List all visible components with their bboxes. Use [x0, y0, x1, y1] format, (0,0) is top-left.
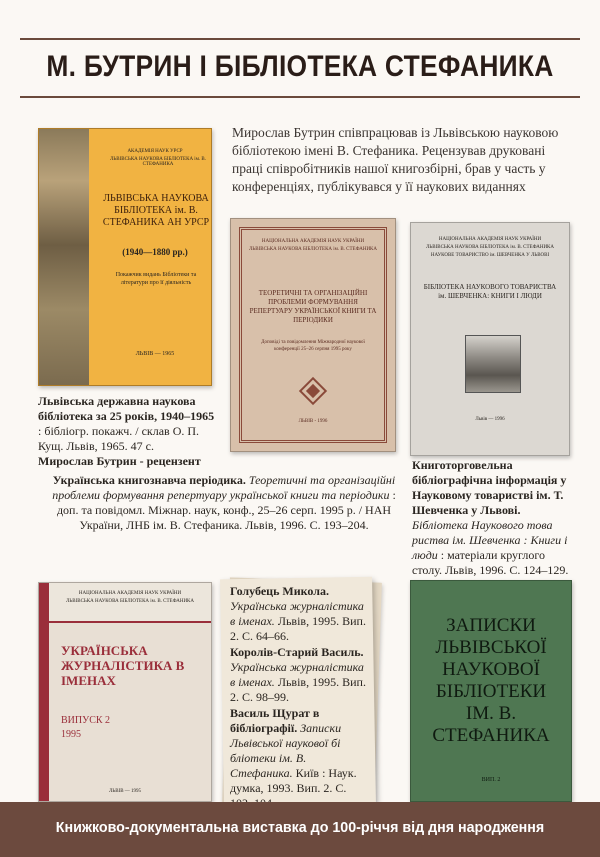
caption-italic: Записки Львівської наукової бі бліотеки ім. В. Стефаника.: [230, 721, 342, 780]
caption-italic: Теоретичні та організаційні проблеми формування репертуару української книги та періодики: [52, 473, 396, 502]
cover-text: 1995: [61, 729, 81, 740]
cover-title: ЛЬВІВСЬКА НАУКОВА БІБЛІОТЕКА ім. В. СТЕФАНИКА АН УРСР: [102, 193, 210, 228]
cover-text: ЛЬВІВ — 1965: [135, 351, 175, 357]
cover-text: НАЦІОНАЛЬНА АКАДЕМІЯ НАУК УКРАЇНИ: [438, 237, 542, 242]
cover-text: ЛЬВІВ — 1995: [108, 789, 142, 794]
caption-body: Львів, 1995. Вип. 2. С. 98–99.: [230, 675, 366, 704]
cover-text: ЛЬВІВ - 1996: [298, 419, 328, 424]
caption-book-2: [46, 473, 402, 533]
building-photo: [465, 335, 521, 393]
cover-text: (1940—1880 рр.): [122, 247, 188, 257]
bottom-rule: [20, 96, 580, 98]
cover-title: ТЕОРЕТИЧНІ ТА ОРГАНІЗАЦІЙНІ ПРОБЛЕМИ ФОРМУВАННЯ РЕПЕРТУАРУ УКРАЇНСЬКОЇ КНИГИ ТА ПЕРІОДИКИ: [249, 289, 377, 324]
cover-text: ЛЬВІВСЬКА НАУКОВА БІБЛІОТЕКА ім. В. СТЕФАНИКА: [65, 599, 195, 604]
top-rule: [20, 38, 580, 40]
caption-body: : доп. та повідомл. Міжнар. наук, конф., 25–26 серп. 1995 р. / НАН України, ЛНБ ім. В. Стефаника. Львів, 1996. С. 193–204.: [56, 488, 396, 532]
book-cover-repertoire-problems: [230, 218, 396, 452]
cover-text: ВИП. 2: [481, 777, 501, 783]
caption-title: Голубець Микола.: [230, 584, 329, 598]
cover-text: ВИПУСК 2: [61, 715, 111, 726]
footer-banner: [0, 802, 600, 857]
cover-text: ЛЬВІВСЬКА НАУКОВА БІБЛІОТЕКА ім. В. СТЕФАНИКА: [248, 247, 378, 252]
cover-text: НАЦІОНАЛЬНА АКАДЕМІЯ НАУК УКРАЇНИ: [261, 239, 365, 244]
book-cover-journalism-names: [38, 582, 212, 802]
caption-title: Книготорговельна бібліографічна інформація у Науковому товаристві ім. Т. Шевченка у Львові.: [412, 458, 567, 517]
caption-title: Василь Щурат в бібліографії.: [230, 706, 320, 735]
footer-text: Книжково-документальна виставка до 100-річчя від дня народження: [55, 819, 545, 836]
cover-panel: [89, 129, 211, 385]
cover-title: УКРАЇНСЬКА ЖУРНАЛІСТИКА В ІМЕНАХ: [61, 643, 185, 688]
caption-book-3: [412, 458, 576, 578]
caption-title: Королів-Старий Василь.: [230, 645, 364, 659]
cover-spine: [39, 583, 49, 801]
caption-title: Львівська державна наукова бібліотека за 25 років, 1940–1965: [38, 394, 215, 423]
caption-body: : бібліогр. покажч. / склав О. П. Кущ. Львів, 1965. 47 с.: [38, 424, 200, 453]
cover-title: ЗАПИСКИ ЛЬВІВСЬКОЇ НАУКОВОЇ БІБЛІОТЕКИ ІМ. В. СТЕФАНИКА: [432, 615, 550, 746]
caption-italic: Українська журналістика в іменах.: [230, 660, 364, 689]
caption-note: Мирослав Бутрин - рецензент: [38, 454, 201, 468]
cover-text: НАУКОВЕ ТОВАРИСТВО ім. ШЕВЧЕНКА У ЛЬВОВІ: [430, 253, 550, 258]
page-title: М. БУТРИН І БІБЛІОТЕКА СТЕФАНИКА: [46, 50, 554, 83]
book-cover-zapysky: [410, 580, 572, 802]
cover-text: ЛЬВІВСЬКА НАУКОВА БІБЛІОТЕКА ім. В. СТЕФАНИКА: [425, 245, 555, 250]
book-cover-library-25-years: [38, 128, 212, 386]
cover-text: НАЦІОНАЛЬНА АКАДЕМІЯ НАУК УКРАЇНИ: [78, 591, 182, 596]
caption-title: Українська книгознавча періодика.: [52, 473, 246, 487]
cover-text: ЛЬВІВСЬКА НАУКОВА БІБЛІОТЕКА ім. В. СТЕФАНИКА: [110, 157, 206, 167]
cover-text: Львів — 1996: [475, 417, 505, 422]
cover-text: Доповіді та повідомлення Міжнародної наукової конференції 25–26 серпня 1995 року: [261, 340, 365, 352]
book-cover-shevchenko-library: [410, 222, 570, 456]
caption-body: Київ : Наук. думка, 1993. Вип. 2. С.: [230, 766, 357, 795]
ornamental-frame: [239, 227, 387, 443]
caption-italic: Українська журналістика в іменах.: [230, 599, 364, 628]
cover-text: Покажчик видань Бібліотеки та літератури про її діяльність: [115, 272, 197, 286]
caption-body: : матеріали круглого столу. Львів, 1996. С. 124–129.: [412, 548, 569, 577]
caption-body: Львів, 1995. Вип. 2. С. 64–66.: [230, 614, 366, 643]
cover-text: АКАДЕМІЯ НАУК УРСР: [127, 149, 183, 154]
library-building-photo: [39, 129, 89, 386]
caption-book-4: [230, 584, 370, 811]
intro-text: Мирослав Бутрин співпрацював із Львівською науковою бібліотекою імені В. Стефаника. Рецензував друковані праці співробітників нашої книгозбірні, брав у часть у конференціях, публікувався у її наукових виданнях: [232, 125, 559, 194]
caption-book-1: [38, 394, 216, 469]
cover-title: БІБЛІОТЕКА НАУКОВОГО ТОВАРИСТВА ім. ШЕВЧЕНКА: КНИГИ І ЛЮДИ: [423, 283, 557, 300]
caption-italic: Бібліотека Наукового това риства ім. Шевченка : Книги і люди: [412, 518, 568, 562]
